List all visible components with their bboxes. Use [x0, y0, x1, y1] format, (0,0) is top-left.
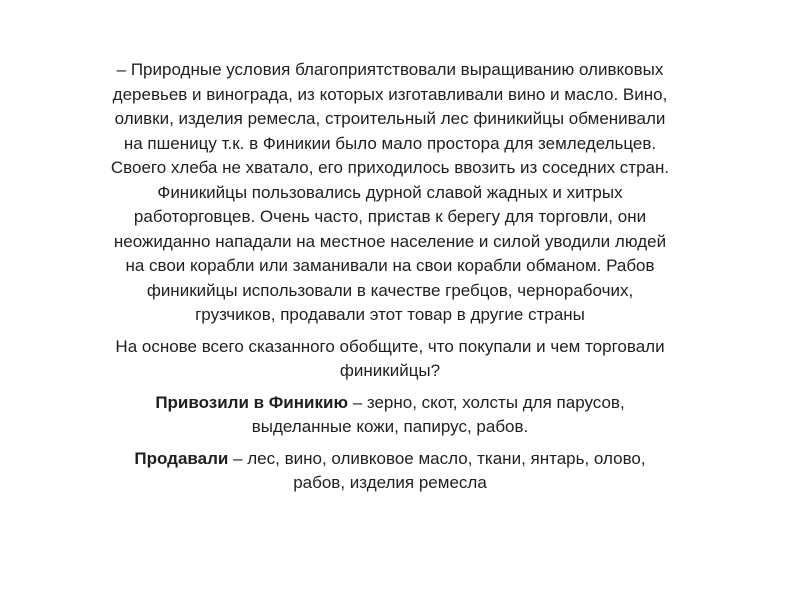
exports-label: Продавали: [134, 448, 229, 468]
imports-text: – зерно, скот, холсты для парусов, выделанные кожи, папирус, рабов.: [251, 392, 625, 436]
question-paragraph: На основе всего сказанного обобщите, что покупали и чем торговали финикийцы?: [115, 336, 665, 380]
exports-paragraph: [108, 447, 672, 496]
intro-paragraph: – Природные условия благоприятствовали выращиванию оливковых деревьев и винограда, из которых изготавливали вино и масло. Вино, оливки, изделия ремесла, строительный лес финикийцы обменивали на пшеницу т.к. в Финикии было мало простора для земледельцев. Своего хлеба не хватало, его приходилось ввозить из соседних стран. Финикийцы пользовались дурной славой жадных и хитрых работорговцев. Очень часто, пристав к берегу для торговли, они неожиданно нападали на местное население и силой уводили людей на свои корабли или заманивали на свои корабли обманом. Рабов финикийцы использовали в качестве гребцов, чернорабочих, грузчиков, продавали этот товар в другие страны: [110, 60, 670, 324]
slide-text-block: [108, 58, 672, 496]
imports-paragraph: [108, 391, 672, 440]
exports-text: – лес, вино, оливковое масло, ткани, янтарь, олово, рабов, изделия ремесла: [228, 448, 646, 492]
imports-label: Привозили в Финикию: [155, 392, 348, 412]
